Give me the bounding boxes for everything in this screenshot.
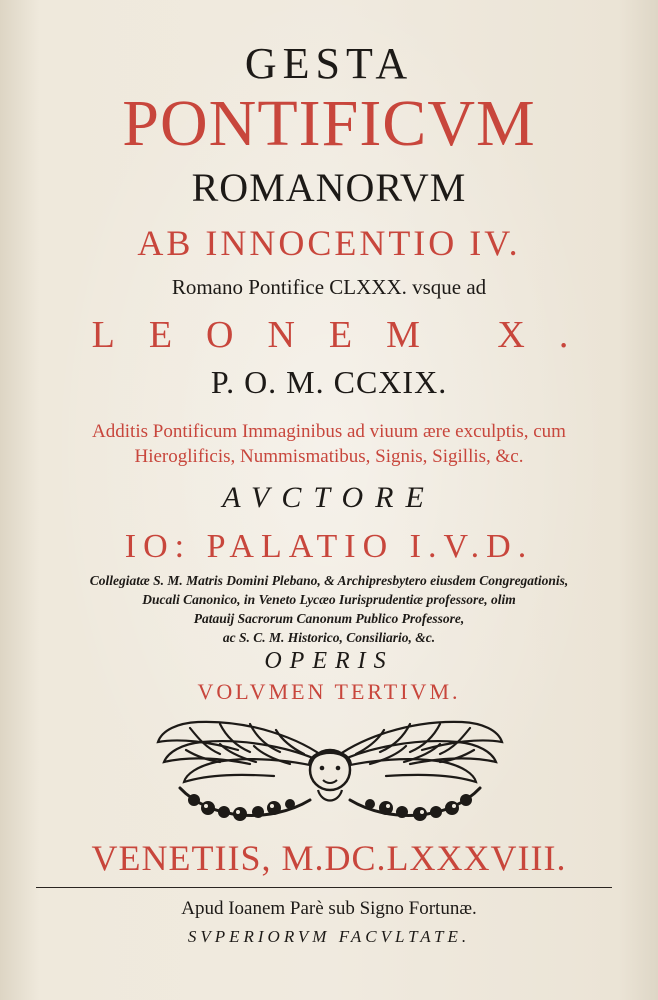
subtitle-line-2: Hieroglificis, Nummismatibus, Signis, Sigillis, &c. (134, 446, 524, 467)
imprint-divider (36, 887, 612, 888)
author-credentials-line-4: ac S. C. M. Historico, Consiliario, &c. (222, 630, 436, 645)
operis-label: OPERIS (264, 648, 394, 674)
author-credentials-line-2: Ducali Canonico, in Veneto Lycæo Iurisprudentiæ professore, olim (142, 592, 516, 607)
title-line-ab-innocentio: AB INNOCENTIO IV. (137, 223, 521, 263)
title-line-romano-pontifice: Romano Pontifice CLXXX. vsque ad (171, 275, 487, 299)
author-credentials-line-3: Patauij Sacrorum Canonum Publico Professore, (193, 611, 465, 626)
title-line-leonem: LEONEM X. (91, 314, 603, 356)
winged-cherub-with-garland-icon (150, 708, 510, 830)
title-line-pom: P. O. M. CCXIX. (210, 364, 448, 400)
title-line-gesta: GESTA (244, 39, 414, 88)
volume-label: VOLVMEN TERTIVM. (197, 679, 461, 704)
auctore-label: AVCTORE (222, 481, 436, 514)
permission-line: SVPERIORVM FACVLTATE. (187, 927, 471, 946)
author-credentials-line-1: Collegiatæ S. M. Matris Domini Plebano, & Archipresbytero eiusdem Congregationis, (89, 573, 569, 588)
subtitle-line-1: Additis Pontificum Immaginibus ad viuum ære exculptis, cum (92, 421, 566, 442)
imprint-place-date: VENETIIS, M.DC.LXXXVIII. (91, 838, 567, 878)
title-line-pontificum: PONTIFICVM (122, 87, 536, 160)
printer-line: Apud Ioanem Parè sub Signo Fortunæ. (181, 898, 477, 919)
author-name: IO: PALATIO I.V.D. (124, 528, 534, 565)
title-line-romanorum: ROMANORVM (191, 165, 467, 210)
